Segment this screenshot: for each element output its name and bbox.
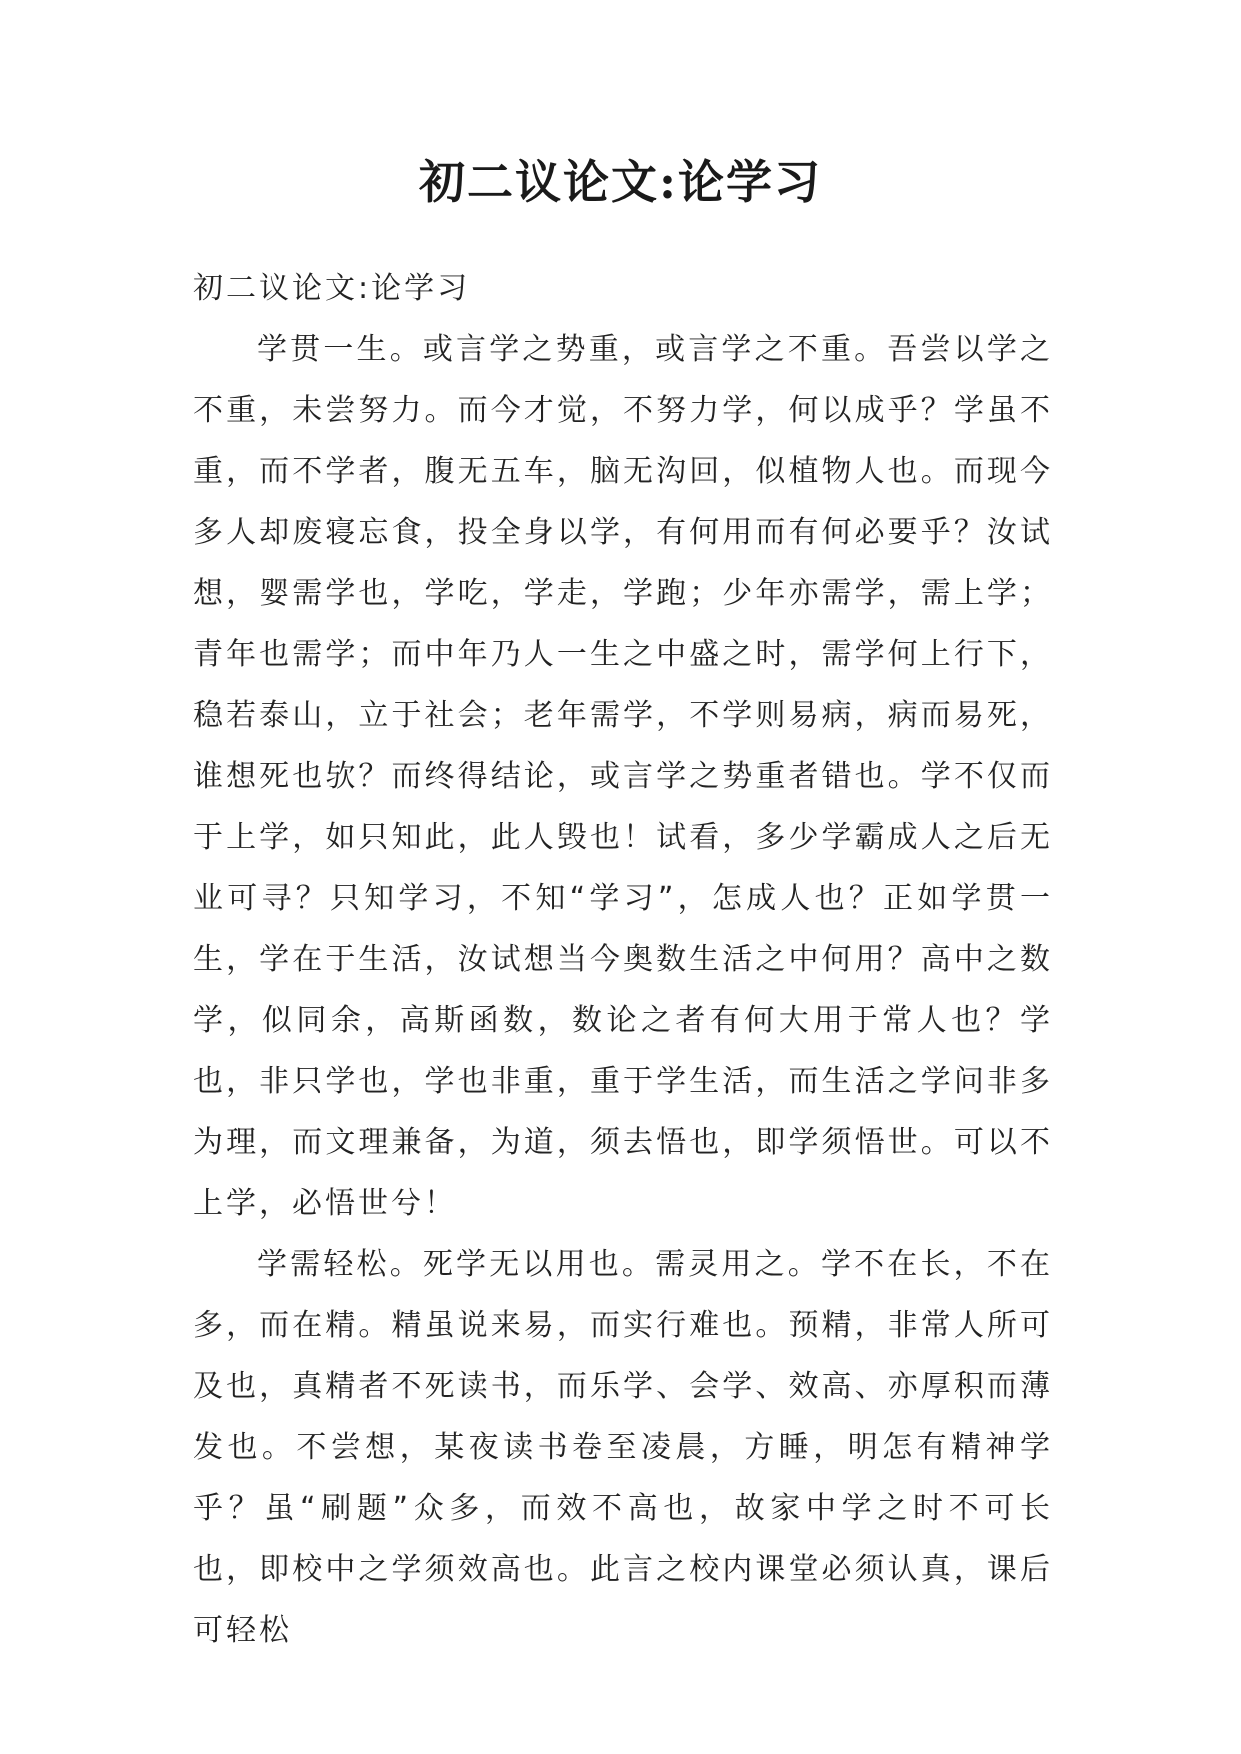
paragraph: 学贯一生。或言学之势重，或言学之不重。吾尝以学之不重，未尝努力。而今才觉，不努力学，何以成乎？学虽不重，而不学者，腹无五车，脑无沟回，似植物人也。而现今多人却废寝忘食，投全身以学，有何用而有何必要乎？汝试想，婴需学也，学吃，学走，学跑；少年亦需学，需上学；青年也需学；而中年乃人一生之中盛之时，需学何上行下，稳若泰山，立于社会；老年需学，不学则易病，病而易死，谁想死也欤？而终得结论，或言学之势重者错也。学不仅而于上学，如只知此，此人毁也！试看，多少学霸成人之后无业可寻？只知学习，不知“学习”，怎成人也？正如学贯一生，学在于生活，汝试想当今奥数生活之中何用？高中之数学，似同余，高斯函数，数论之者有何大用于常人也？学也，非只学也，学也非重，重于学生活，而生活之学问非多为理，而文理兼备，为道，须去悟也，即学须悟世。可以不上学，必悟世兮！ (193, 332, 1053, 1221)
document-subtitle: 初二议论文:论学习 (193, 271, 471, 306)
paragraph: 学需轻松。死学无以用也。需灵用之。学不在长，不在多，而在精。精虽说来易，而实行难也。预精，非常人所可及也，真精者不死读书，而乐学、会学、效高、亦厚积而薄发也。不尝想，某夜读书卷至凌晨，方睡，明怎有精神学乎？虽“刷题”众多，而效不高也，故家中学之时不可长也，即校中之学须效高也。此言之校内课堂必须认真，课后可轻松 (193, 1247, 1053, 1648)
document-body (193, 258, 1053, 1661)
document-title: 初二议论文:论学习 (419, 155, 822, 209)
